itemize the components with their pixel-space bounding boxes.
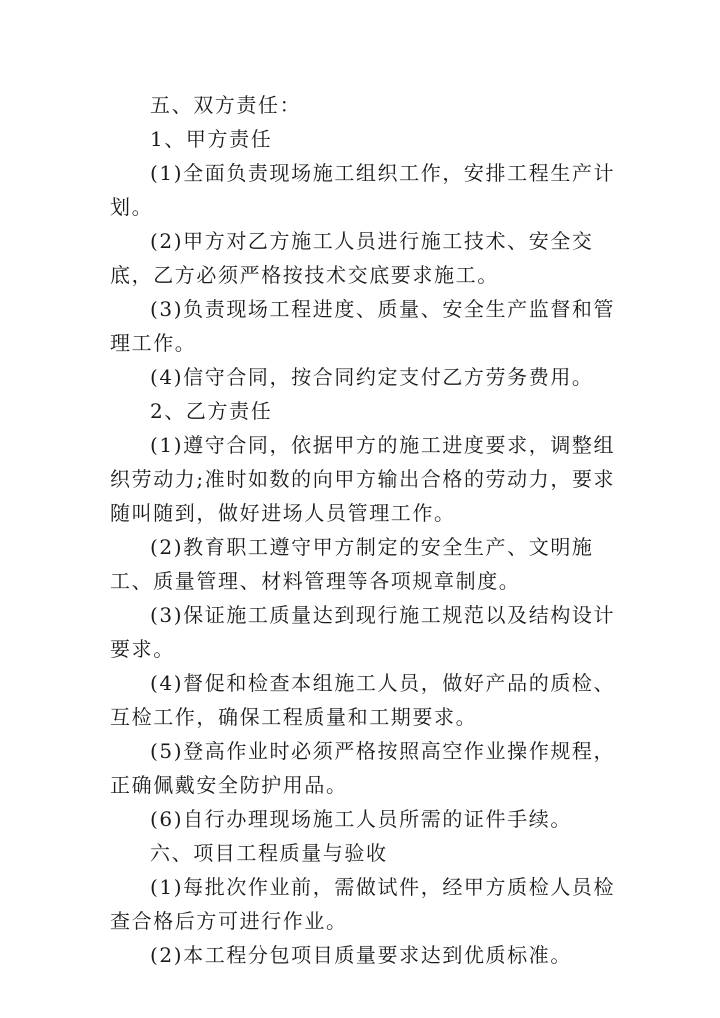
party-b-item-2: (2)教育职工遵守甲方制定的安全生产、文明施工、质量管理、材料管理等各项规章制度。 (110, 535, 594, 593)
party-b-item-4: (4)督促和检查本组施工人员，做好产品的质检、互检工作，确保工程质量和工期要求。 (110, 671, 616, 729)
party-a-item-2: (2)甲方对乙方施工人员进行施工技术、安全交底，乙方必须严格按技术交底要求施工。 (110, 229, 594, 287)
section-heading-quality: 六、项目工程质量与验收 (150, 841, 388, 865)
subheading-party-a: 1、甲方责任 (150, 127, 273, 151)
party-b-item-5: (5)登高作业时必须严格按照高空作业操作规程，正确佩戴安全防护用品。 (110, 739, 616, 797)
party-b-item-3: (3)保证施工质量达到现行施工规范以及结构设计要求。 (110, 603, 616, 661)
section-heading-responsibilities: 五、双方责任： (150, 93, 302, 117)
quality-item-2: (2)本工程分包项目质量要求达到优质标准。 (150, 943, 572, 967)
party-a-item-1: (1)全面负责现场施工组织工作，安排工程生产计划。 (110, 161, 616, 219)
party-b-item-1: (1)遵守合同，依据甲方的施工进度要求，调整组织劳动力;准时如数的向甲方输出合格的劳动力，要求随叫随到，做好进场人员管理工作。 (110, 433, 616, 525)
party-b-item-6: (6)自行办理现场施工人员所需的证件手续。 (150, 807, 572, 831)
party-a-item-4: (4)信守合同，按合同约定支付乙方劳务费用。 (150, 365, 594, 389)
quality-item-1: (1)每批次作业前，需做试件，经甲方质检人员检查合格后方可进行作业。 (110, 875, 616, 933)
document-body (110, 88, 632, 972)
subheading-party-b: 2、乙方责任 (150, 399, 273, 423)
party-a-item-3: (3)负责现场工程进度、质量、安全生产监督和管理工作。 (110, 297, 616, 355)
